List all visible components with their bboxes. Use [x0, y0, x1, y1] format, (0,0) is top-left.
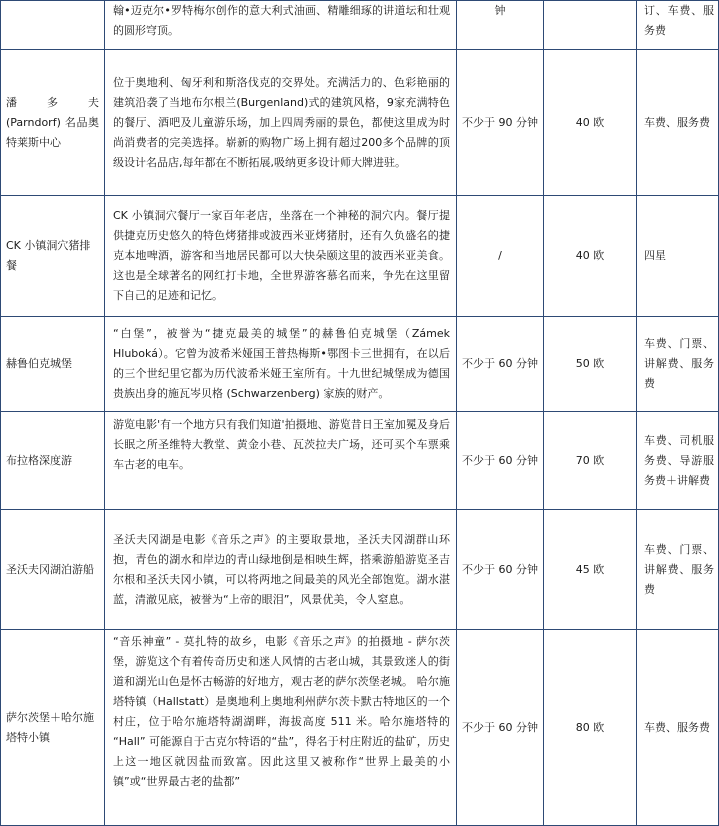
row-description: 游览电影'有一个地方只有我们知道'拍摄地、游览昔日王室加冕及身后长眠之所圣维特大教堂、黄金小巷、瓦茨拉夫广场，还可买个车票乘车古老的电车。: [105, 412, 457, 510]
row-includes: 订、车费、服务费: [637, 1, 719, 50]
row-duration: 不少于 60 分钟: [457, 317, 544, 412]
row-name: CK 小镇洞穴猪排餐: [1, 196, 105, 317]
row-price: [544, 1, 637, 50]
row-description: 翰•迈克尔•罗特梅尔创作的意大利式油画、精雕细琢的讲道坛和壮观的圆形穹顶。: [105, 1, 457, 50]
row-duration: 不少于 60 分钟: [457, 510, 544, 630]
row-duration: 不少于 60 分钟: [457, 630, 544, 826]
table-row: [1, 630, 719, 826]
table-row: [1, 412, 719, 510]
row-includes: 四星: [637, 196, 719, 317]
row-name: 萨尔茨堡＋哈尔施塔特小镇: [1, 630, 105, 826]
row-name: 布拉格深度游: [1, 412, 105, 510]
row-name: [1, 1, 105, 50]
row-description: “白堡”，被誉为“捷克最美的城堡”的赫鲁伯克城堡（Zámek Hluboká）。它曾为波希米娅国王普热梅斯•鄂图卡三世拥有，在以后的三个世纪里它都为历代波希米娅王室所有。十九世纪城堡成为德国贵族出身的施瓦岑贝格 (Schwarzenberg) 家族的财产。: [105, 317, 457, 412]
row-price: 70 欧: [544, 412, 637, 510]
row-price: 50 欧: [544, 317, 637, 412]
row-includes: 车费、服务费: [637, 630, 719, 826]
row-name: 圣沃夫冈湖泊游船: [1, 510, 105, 630]
row-includes: 车费、门票、讲解费、服务费: [637, 510, 719, 630]
row-includes: 车费、门票、讲解费、服务费: [637, 317, 719, 412]
row-price: 45 欧: [544, 510, 637, 630]
row-duration: 不少于 90 分钟: [457, 50, 544, 196]
row-duration: 钟: [457, 1, 544, 50]
table-row: [1, 50, 719, 196]
table-row: [1, 510, 719, 630]
row-description: 位于奥地利、匈牙利和斯洛伐克的交界处。充满活力的、色彩艳丽的建筑沿袭了当地布尔根兰(Burgenland)式的建筑风格，9家充满特色的餐厅、酒吧及儿童游乐场，加上四周秀丽的景色，都使这里成为时尚消费者的完美选择。崭新的购物广场上拥有超过200多个品牌的顶级设计名品店,每年都在不断拓展,吸纳更多设计师大牌进驻。: [105, 50, 457, 196]
row-includes: 车费、司机服务费、导游服务费＋讲解费: [637, 412, 719, 510]
table-row: [1, 196, 719, 317]
row-name: 潘 多 夫 (Parndorf) 名品奥特莱斯中心: [1, 50, 105, 196]
table-row: [1, 317, 719, 412]
row-duration: /: [457, 196, 544, 317]
row-description: “音乐神童” - 莫扎特的故乡，电影《音乐之声》的拍摄地 - 萨尔茨堡，游览这个有着传奇历史和迷人风情的古老山城，其景致迷人的街道和湖光山色是怀古畅游的好地方，观古老的萨尔茨堡老城。 哈尔施塔特镇（Hallstatt）是奥地利上奥地利州萨尔茨卡默古特地区的一个村庄，位于哈尔施塔特湖湖畔，海拔高度 511 米。哈尔施塔特的 “Hall” 可能源自于古克尔特语的“盐”，得名于村庄附近的盐矿，历史上这一地区就因盐而致富。因此这里又被称作“世界上最美的小镇”或“世界最古老的盐都”: [105, 630, 457, 826]
row-name: 赫鲁伯克城堡: [1, 317, 105, 412]
row-duration: 不少于 60 分钟: [457, 412, 544, 510]
table-row: [1, 1, 719, 50]
row-description: 圣沃夫冈湖是电影《音乐之声》的主要取景地，圣沃夫冈湖群山环抱，青色的湖水和岸边的青山绿地倒是相映生辉，搭乘游船游览圣吉尔根和圣沃夫冈小镇，可以将两地之间最美的风光全部饱览。湖水湛蓝，清澈见底，被誉为“上帝的眼泪”，风景优美，令人窒息。: [105, 510, 457, 630]
row-includes: 车费、服务费: [637, 50, 719, 196]
row-description: CK 小镇洞穴餐厅一家百年老店，坐落在一个神秘的洞穴内。餐厅提供捷克历史悠久的特色烤猪排或波西米亚烤猪肘，还有久负盛名的捷克本地啤酒，游客和当地居民都可以大快朵颐这里的波西米亚美食。这也是全球著名的网红打卡地，全世界游客慕名而来，争先在这里留下自己的足迹和记忆。: [105, 196, 457, 317]
row-price: 40 欧: [544, 196, 637, 317]
row-price: 80 欧: [544, 630, 637, 826]
row-price: 40 欧: [544, 50, 637, 196]
